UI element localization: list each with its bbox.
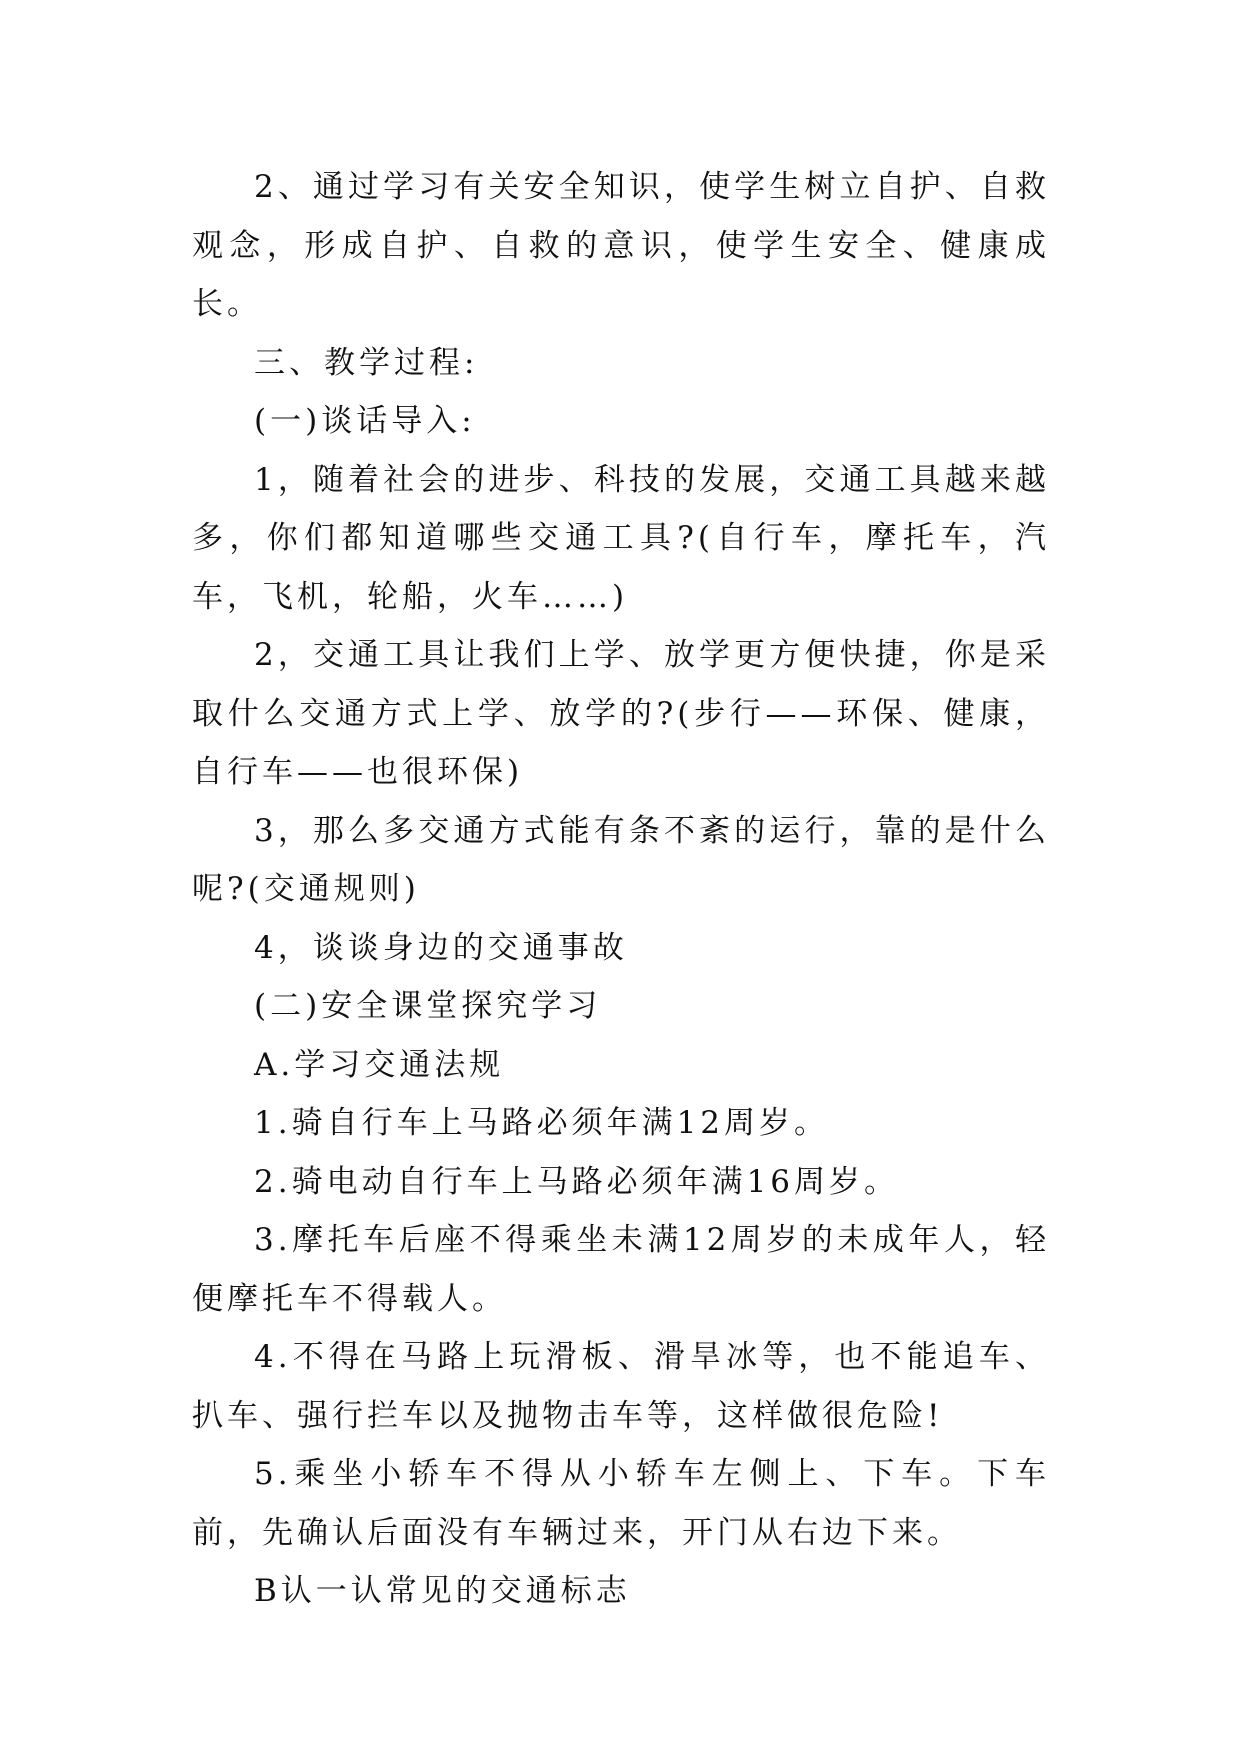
subheading-safety-class: (二)安全课堂探究学习 (254, 988, 602, 1024)
rule-item-5: 5.乘坐小轿车不得从小轿车左侧上、下车。下车前，先确认后面没有车辆过来，开门从右边下来。 (192, 1456, 1050, 1551)
paragraph-intro-4: 4，谈谈身边的交通事故 (254, 929, 628, 966)
heading-teaching-process: 三、教学过程: (254, 344, 479, 381)
rule-item-3: 3.摩托车后座不得乘坐未满12周岁的未成年人，轻便摩托车不得载人。 (192, 1222, 1050, 1317)
subheading-traffic-rules: A.学习交通法规 (254, 1046, 505, 1083)
subheading-introduction: (一)谈话导入: (254, 403, 476, 439)
rule-item-4: 4.不得在马路上玩滑板、滑旱冰等，也不能追车、扒车、强行拦车以及抛物击车等，这样做很危险! (192, 1339, 1050, 1434)
rule-item-2: 2.骑电动自行车上马路必须年满16周岁。 (254, 1163, 900, 1200)
paragraph-intro-3: 3，那么多交通方式能有条不紊的运行，靠的是什么呢?(交通规则) (192, 812, 1050, 907)
paragraph-objective-2: 2、通过学习有关安全知识，使学生树立自护、自救观念，形成自护、自救的意识，使学生安全、健康成长。 (192, 169, 1050, 322)
document-body (192, 158, 1050, 1621)
paragraph-intro-2: 2，交通工具让我们上学、放学更方便快捷，你是采取什么交通方式上学、放学的?(步行——环保、健康，自行车——也很环保) (192, 637, 1050, 790)
rule-item-1: 1.骑自行车上马路必须年满12周岁。 (254, 1105, 830, 1141)
subheading-traffic-signs: B认一认常见的交通标志 (254, 1573, 631, 1609)
paragraph-intro-1: 1，随着社会的进步、科技的发展，交通工具越来越多，你们都知道哪些交通工具?(自行车，摩托车，汽车，飞机，轮船，火车……) (192, 461, 1050, 615)
